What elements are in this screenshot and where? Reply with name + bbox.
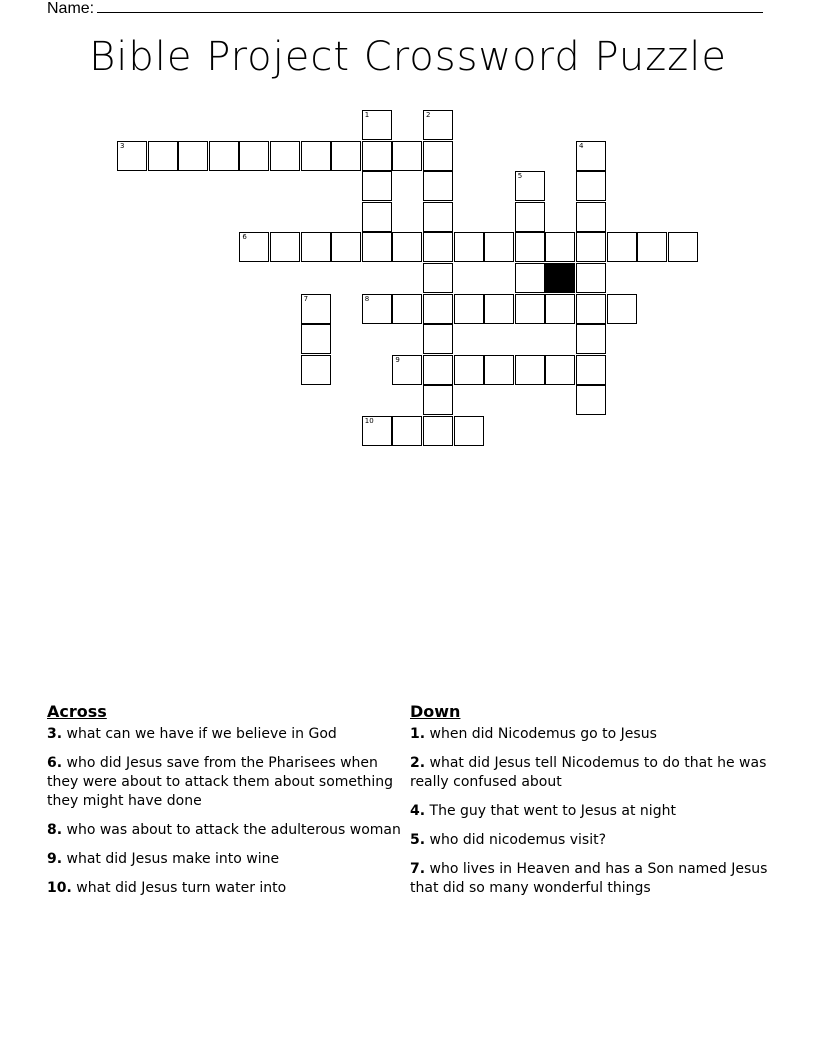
across-heading: Across (47, 702, 107, 721)
clue-text: The guy that went to Jesus at night (429, 803, 676, 819)
grid-cell[interactable] (576, 355, 606, 385)
grid-cell[interactable] (576, 141, 606, 171)
clue-text: what can we have if we believe in God (66, 726, 337, 742)
grid-cell[interactable] (454, 294, 484, 324)
grid-cell[interactable] (423, 324, 453, 354)
grid-cell[interactable] (668, 232, 698, 262)
grid-cell[interactable] (239, 141, 269, 171)
grid-cell[interactable] (423, 355, 453, 385)
grid-cell[interactable] (239, 232, 269, 262)
across-clue (47, 879, 407, 898)
grid-cell[interactable] (178, 141, 208, 171)
clue-text: who did Jesus save from the Pharisees when they were about to attack them about something they might have done (47, 755, 394, 809)
grid-cell[interactable] (117, 141, 147, 171)
down-clue (410, 860, 770, 898)
grid-cell-number: 1 (364, 111, 370, 119)
grid-cell[interactable] (637, 232, 667, 262)
grid-cell-number: 9 (395, 355, 400, 364)
clue-text: what did Jesus make into wine (66, 851, 280, 867)
grid-cell[interactable] (301, 324, 331, 354)
grid-cell[interactable] (392, 355, 422, 385)
grid-cell[interactable] (301, 355, 331, 385)
grid-cell-number: 3 (120, 141, 125, 150)
across-clue (47, 725, 407, 744)
grid-cell[interactable] (392, 294, 422, 324)
grid-cell[interactable] (423, 263, 453, 293)
across-clues (47, 702, 407, 908)
grid-cell[interactable] (454, 232, 484, 262)
down-clue (410, 754, 770, 792)
grid-cell[interactable] (515, 263, 545, 293)
grid-cell[interactable] (515, 294, 545, 324)
grid-cell[interactable] (362, 171, 392, 201)
grid-cell[interactable] (362, 202, 392, 232)
grid-cell[interactable] (545, 294, 575, 324)
name-label: Name: (47, 0, 95, 17)
grid-cell[interactable] (270, 141, 300, 171)
down-clue (410, 725, 770, 744)
grid-cell[interactable] (423, 416, 453, 446)
clue-text: who lives in Heaven and has a Son named Jesus that did so many wonderful things (410, 861, 768, 896)
grid-cell[interactable] (423, 202, 453, 232)
clue-number: 3. (47, 726, 63, 742)
grid-cell[interactable] (576, 202, 606, 232)
grid-cell[interactable] (423, 171, 453, 201)
clue-number: 5. (410, 832, 426, 848)
grid-cell[interactable] (423, 110, 453, 140)
grid-cell[interactable] (484, 232, 514, 262)
grid-cell[interactable] (362, 232, 392, 262)
down-heading: Down (410, 702, 461, 721)
grid-cell-number: 5 (517, 172, 523, 181)
grid-cell[interactable] (576, 294, 606, 324)
grid-cell[interactable] (331, 232, 361, 262)
grid-cell[interactable] (576, 232, 606, 262)
grid-cell[interactable] (301, 141, 331, 171)
grid-cell[interactable] (484, 294, 514, 324)
grid-cell[interactable] (362, 141, 392, 171)
grid-cell[interactable] (362, 110, 392, 140)
grid-cell[interactable] (576, 324, 606, 354)
crossword-grid (0, 0, 816, 460)
grid-cell[interactable] (301, 232, 331, 262)
down-clues (410, 702, 770, 908)
clue-number: 10. (47, 880, 72, 896)
clue-number: 9. (47, 851, 63, 867)
grid-cell[interactable] (515, 232, 545, 262)
clue-text: who did nicodemus visit? (429, 832, 607, 848)
down-clue (410, 802, 770, 821)
clue-number: 7. (410, 861, 426, 877)
grid-cell[interactable] (607, 294, 637, 324)
grid-cell[interactable] (362, 416, 392, 446)
clue-text: what did Jesus turn water into (76, 880, 287, 896)
grid-cell[interactable] (392, 141, 422, 171)
grid-cell[interactable] (576, 171, 606, 201)
page-title: Bible Project Crossword Puzzle (89, 34, 727, 80)
grid-cell[interactable] (331, 141, 361, 171)
clue-text: who was about to attack the adulterous woman (66, 822, 401, 838)
clue-number: 8. (47, 822, 63, 838)
clue-text: what did Jesus tell Nicodemus to do that he was really confused about (410, 755, 767, 790)
grid-cell[interactable] (301, 294, 331, 324)
grid-cell[interactable] (270, 232, 300, 262)
grid-cell[interactable] (515, 355, 545, 385)
grid-cell-number: 8 (364, 294, 370, 303)
grid-cell[interactable] (209, 141, 239, 171)
grid-cell[interactable] (423, 385, 453, 415)
grid-cell[interactable] (576, 385, 606, 415)
grid-cell[interactable] (545, 355, 575, 385)
grid-cell[interactable] (607, 232, 637, 262)
grid-cell[interactable] (392, 232, 422, 262)
grid-cell-number: 10 (364, 417, 374, 425)
grid-cell[interactable] (576, 263, 606, 293)
grid-cell-number: 7 (303, 294, 309, 303)
grid-cell[interactable] (454, 355, 484, 385)
grid-cell[interactable] (423, 232, 453, 262)
grid-cell[interactable] (454, 416, 484, 446)
grid-cell-number: 4 (579, 141, 584, 150)
grid-cell[interactable] (423, 141, 453, 171)
across-clue (47, 850, 407, 869)
grid-cell[interactable] (515, 171, 545, 201)
grid-cell[interactable] (392, 416, 422, 446)
grid-cell-number: 2 (426, 111, 431, 119)
grid-cell[interactable] (148, 141, 178, 171)
grid-cell[interactable] (484, 355, 514, 385)
grid-cell[interactable] (515, 202, 545, 232)
clue-text: when did Nicodemus go to Jesus (429, 726, 657, 742)
down-clue (410, 831, 770, 850)
clue-number: 6. (47, 755, 63, 771)
grid-block-cell (545, 263, 575, 293)
clue-number: 4. (410, 803, 426, 819)
across-clue (47, 754, 407, 811)
clue-number: 2. (410, 755, 426, 771)
grid-cell[interactable] (545, 232, 575, 262)
grid-cell[interactable] (423, 294, 453, 324)
across-clue (47, 821, 407, 840)
clue-number: 1. (410, 726, 426, 742)
grid-cell-number: 6 (242, 233, 247, 242)
grid-cell[interactable] (362, 294, 392, 324)
